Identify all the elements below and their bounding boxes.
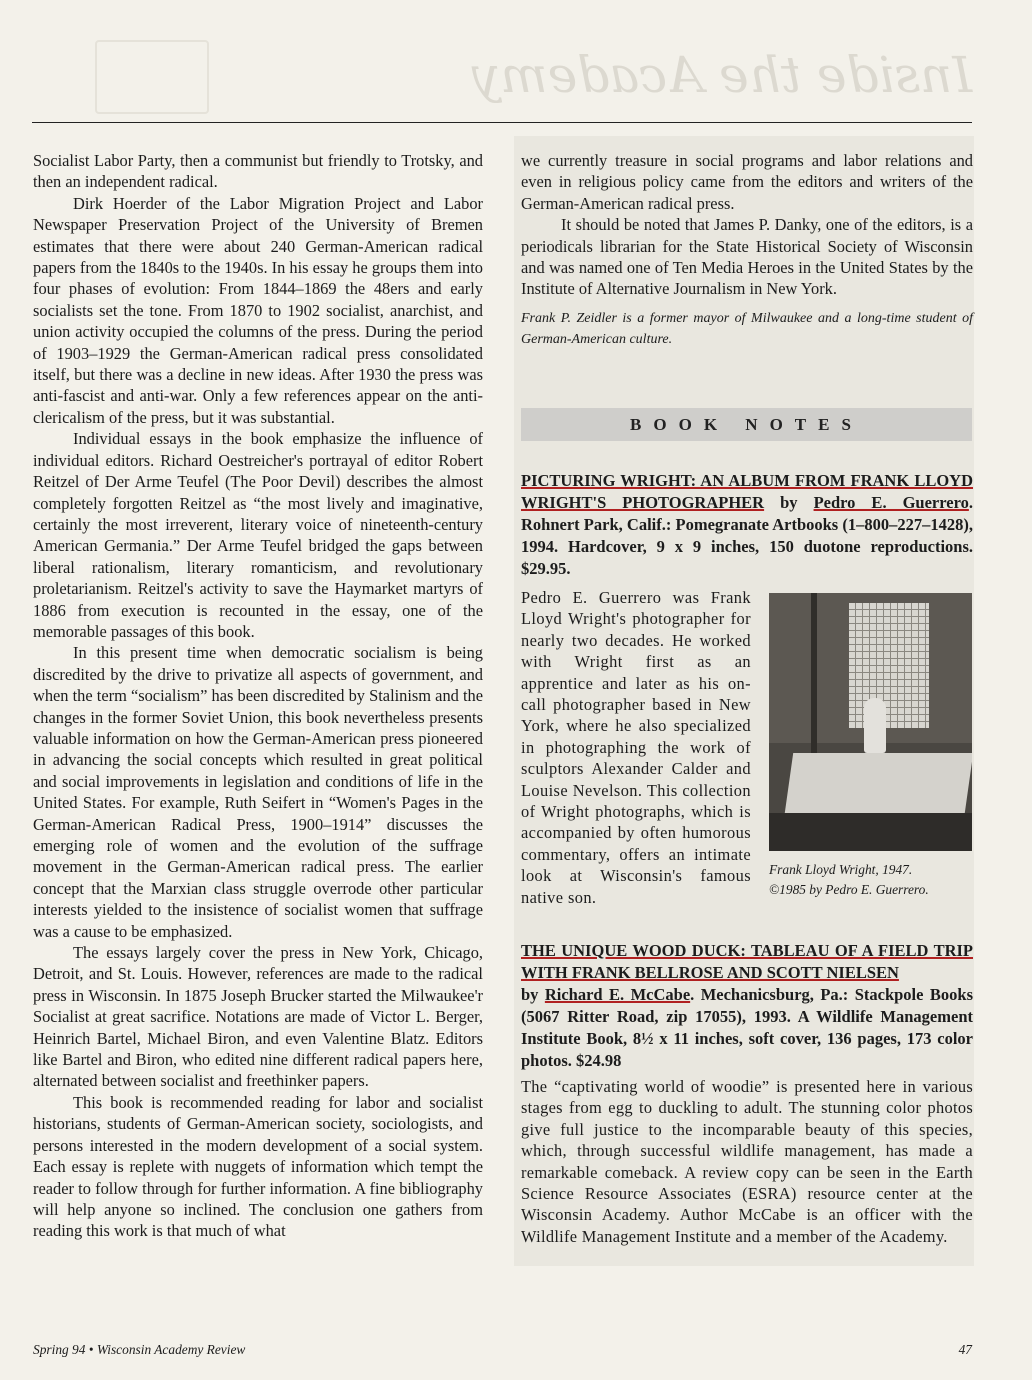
by-word: by [521, 985, 545, 1004]
by-word: by [764, 493, 814, 512]
paragraph: It should be noted that James P. Danky, one of the editors, is a periodicals librarian for the State Historical Society of Wisconsin and was named one of Ten Media Heroes in the United States by the Institute of Alternative Journalism in New York. [521, 215, 973, 299]
paragraph: Socialist Labor Party, then a communist but friendly to Trotsky, and then an independent radical. [33, 151, 483, 192]
wright-photograph [769, 593, 972, 851]
book-notes-heading: BOOK NOTES [521, 408, 972, 441]
academy-logo-showthrough [95, 40, 209, 114]
wright-figure [864, 698, 886, 753]
drafting-table [785, 753, 972, 813]
caption-credit: ©1985 by Pedro E. Guerrero. [769, 882, 929, 897]
header-rule [32, 122, 972, 123]
left-column [33, 150, 483, 1242]
lattice-window [849, 603, 929, 728]
paragraph: In this present time when democratic socialism is being discredited by the drive to privatize all aspects of government, and when the term “socialism” has been discredited by Stalinism and the changes in the former Soviet Union, this book nevertheless presents valuable information on how the German-American press pioneered in advancing the social concepts which resulted in great political and social improvements in legislation and conditions of life in the United States. For example, Ruth Seifert in “Women's Pages in the German-American Radical Press, 1900–1914” discusses the emerging role of women and the evolution of the suffrage movement in the German-American radical press. The earlier concept that the Marxian class struggle overrode other particular interests yielded to the insistence of socialist women that suffrage was a cause to be emphasized. [33, 643, 483, 941]
book-author: Pedro E. Guerrero [813, 493, 969, 512]
paragraph: Dirk Hoerder of the Labor Migration Project and Labor Newspaper Preservation Project of the University of Bremen estimates that there were about 240 German-American radical papers from the 1840s to the 1940s. In his essay he groups them into four phases of evolution: From 1844–1869 the 48ers and early socialists set the tone. From 1870 to 1902 socialist, anarchist, and union activity occupied the columns of the press. During the period of 1903–1929 the German-American radical press consolidated itself, but there was a decline in new ideas. After 1930 the press was anti-fascist and anti-war. Only a few references appear on the anti-clericalism of the press, but it was substantial. [33, 193, 483, 427]
footer-publication: Spring 94 • Wisconsin Academy Review [33, 1342, 246, 1357]
book-author: Richard E. McCabe [544, 985, 691, 1004]
book-title: THE UNIQUE WOOD DUCK: TABLEAU OF A FIELD TRIP WITH FRANK BELLROSE AND SCOTT NIELSEN [521, 941, 973, 982]
author-byline: Frank P. Zeidler is a former mayor of Milwaukee and a long-time student of German-American culture. [521, 310, 973, 347]
page-number: 47 [958, 1342, 972, 1357]
paragraph: we currently treasure in social programs and labor relations and even in religious policy came from the editors and writers of the German-American radical press. [521, 151, 973, 213]
book-review-text: The “captivating world of woodie” is presented here in various stages from egg to duckling to adult. The stunning color photos give full justice to the incomparable beauty of this species, which, through successful wildlife management, has made a remarkable comeback. A review copy can be seen in the Earth Science Resource Associates (ESRA) resource center at the Wisconsin Academy. Author McCabe is an officer with the Wildlife Management Institute and a member of the Academy. [521, 1077, 973, 1246]
book-review-text: Pedro E. Guerrero was Frank Lloyd Wright's photographer for nearly two decades. He worked with Wright first as an apprentice and later as his on-call photographer based in New York, where he also specialized in photographing the work of sculptors Alexander Calder and Louise Nevelson. This collection of Wright photographs, which is accompanied by often humorous commentary, offers an intimate look at Wisconsin's famous native son. [521, 588, 751, 907]
right-column [521, 150, 973, 350]
masthead-showthrough: Inside the Academy [471, 46, 972, 104]
book-title: PICTURING WRIGHT: AN ALBUM FROM FRANK LLOYD WRIGHT'S PHOTOGRAPHER [521, 471, 973, 512]
book-entry-header [521, 470, 973, 580]
paragraph: The essays largely cover the press in New York, Chicago, Detroit, and St. Louis. However, references are made to the radical press in Wisconsin. In 1875 Joseph Brucker started the Milwaukee'r Socialist at great sacrifice. Notations are made of Victor L. Berger, Heinrich Bartel, Michael Biron, and even Valentine Blatz. Editors like Bartel and Biron, who edited nine different radical papers here, alternated between socialist and freethinker papers. [33, 943, 483, 1091]
paragraph: Individual essays in the book emphasize the influence of individual editors. Richard Oestreicher's portrayal of editor Robert Reitzel of Der Arme Teufel (The Poor Devil) describes the almost completely forgotten Reitzel as “the most lively and imaginative, certainly the most irreverent, literary voice of nineteenth-century American Germania.” Der Arme Teufel bridged the gaps between liberal rationalism, literary romanticism, and revolutionary proletarianism. Reitzel's activity to save the Haymarket martyrs of 1886 from execution is recounted in the essay, one of the memorable passages of this book. [33, 429, 483, 641]
caption-line: Frank Lloyd Wright, 1947. [769, 862, 913, 877]
paragraph: This book is recommended reading for labor and socialist historians, students of German-American society, sociologists, and persons interested in the modern development of a social system. Each essay is replete with nuggets of information which tempt the reader to follow through for further information. A fine bibliography will help anyone so inclined. The conclusion one gathers from reading this work is that much of what [33, 1092, 483, 1241]
book-entry-header [521, 940, 973, 1072]
photo-caption [769, 860, 974, 900]
book-details: . Mechanicsburg, Pa.: Stackpole Books (5067 Ritter Road, zip 17055), 1993. A Wildlife Management Institute Book, 8½ x 11 inches, soft cover, 136 pages, 173 color photos. $24.98 [521, 985, 973, 1070]
book-details: . Rohnert Park, Calif.: Pomegranate Artbooks (1–800–227–1428), 1994. Hardcover, 9 x 9 inches, 150 duotone reproductions. $29.95. [521, 493, 973, 578]
